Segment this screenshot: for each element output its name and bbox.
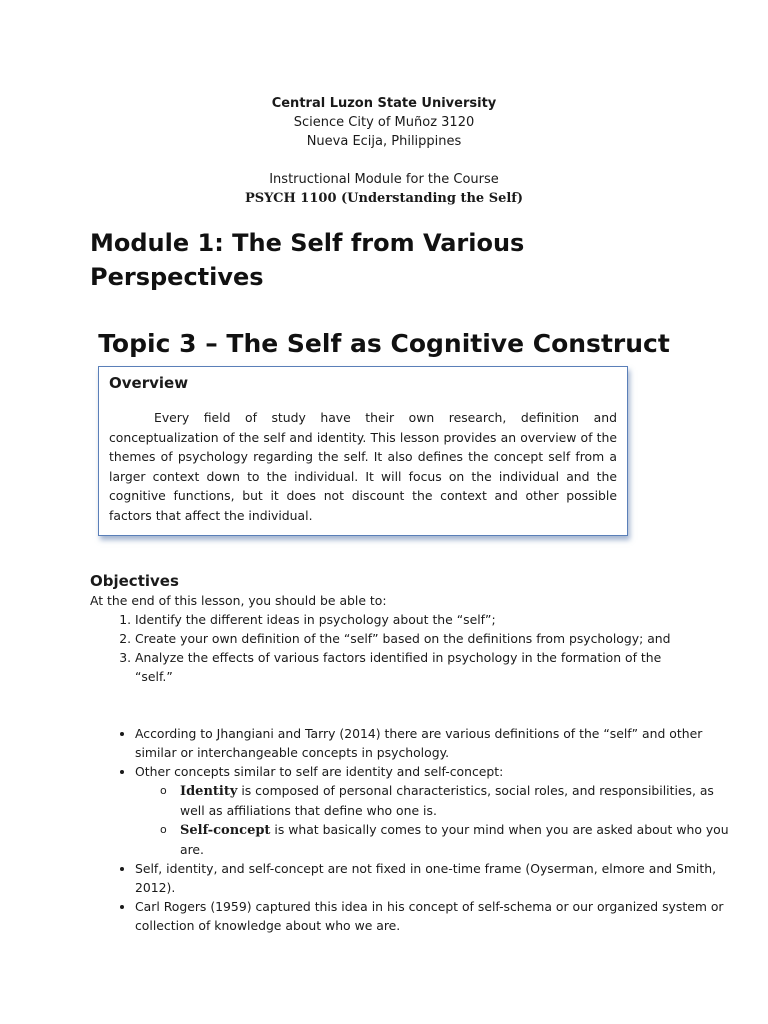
objectives-heading: Objectives <box>90 572 179 590</box>
sub-bullet-identity <box>160 781 735 820</box>
term-self-concept-definition: is what basically comes to your mind when you are asked about who you are. <box>180 822 729 857</box>
sub-bullet-list <box>135 781 735 859</box>
bullet-item: • Carl Rogers (1959) captured this idea in his concept of self-schema or our organized system or collection of knowledge about who we are. <box>135 897 735 935</box>
overview-text: Every field of study have their own research, definition and conceptualization of the self and identity. This lesson provides an overview of the themes of psychology regarding the self. It also defines the concept self from a larger context down to the individual. It will focus on the individual and the cognitive functions, but it does not discount the context and other possible factors that affect the individual. <box>109 410 617 523</box>
term-identity: Identity <box>180 784 238 799</box>
term-self-concept: Self-concept <box>180 823 271 838</box>
module-for-label: Instructional Module for the Course <box>269 172 499 187</box>
address-line-1: Science City of Muñoz 3120 <box>293 115 475 130</box>
topic-title: Topic 3 – The Self as Cognitive Construct <box>98 329 670 358</box>
document-header <box>0 94 768 208</box>
objectives-list <box>90 610 690 686</box>
address-line-2: Nueva Ecija, Philippines <box>306 134 462 149</box>
notes-bullet-list <box>90 724 735 935</box>
objective-item: 3. Analyze the effects of various factors identified in psychology in the formation of the “self.” <box>135 648 690 686</box>
sub-bullet-self-concept <box>160 820 735 859</box>
objectives-section <box>90 571 690 686</box>
course-name: PSYCH 1100 (Understanding the Self) <box>244 191 524 206</box>
bullet-item: • According to Jhangiani and Tarry (2014) there are various definitions of the “self” and other similar or interchangeable concepts in psychology. <box>135 724 735 762</box>
bullet-text: Other concepts similar to self are identity and self-concept: <box>135 764 504 779</box>
objective-item: 1. Identify the different ideas in psychology about the “self”; <box>135 610 690 629</box>
bullet-item: • Self, identity, and self-concept are not fixed in one-time frame (Oyserman, elmore and Smith, 2012). <box>135 859 735 897</box>
overview-box <box>98 366 628 536</box>
header-spacer <box>0 151 768 170</box>
objective-item: 2. Create your own definition of the “self” based on the definitions from psychology; and <box>135 629 690 648</box>
bullet-item-concepts <box>135 762 735 859</box>
overview-heading: Overview <box>109 374 189 392</box>
university-name: Central Luzon State University <box>271 96 497 111</box>
module-title: Module 1: The Self from Various Perspectives <box>90 229 525 291</box>
sub-bullet-marker: o <box>160 823 167 836</box>
term-identity-definition: is composed of personal characteristics, social roles, and responsibilities, as well as affiliations that define who one is. <box>180 783 714 818</box>
objectives-intro: At the end of this lesson, you should be able to: <box>90 593 387 608</box>
sub-bullet-marker: o <box>160 784 167 797</box>
